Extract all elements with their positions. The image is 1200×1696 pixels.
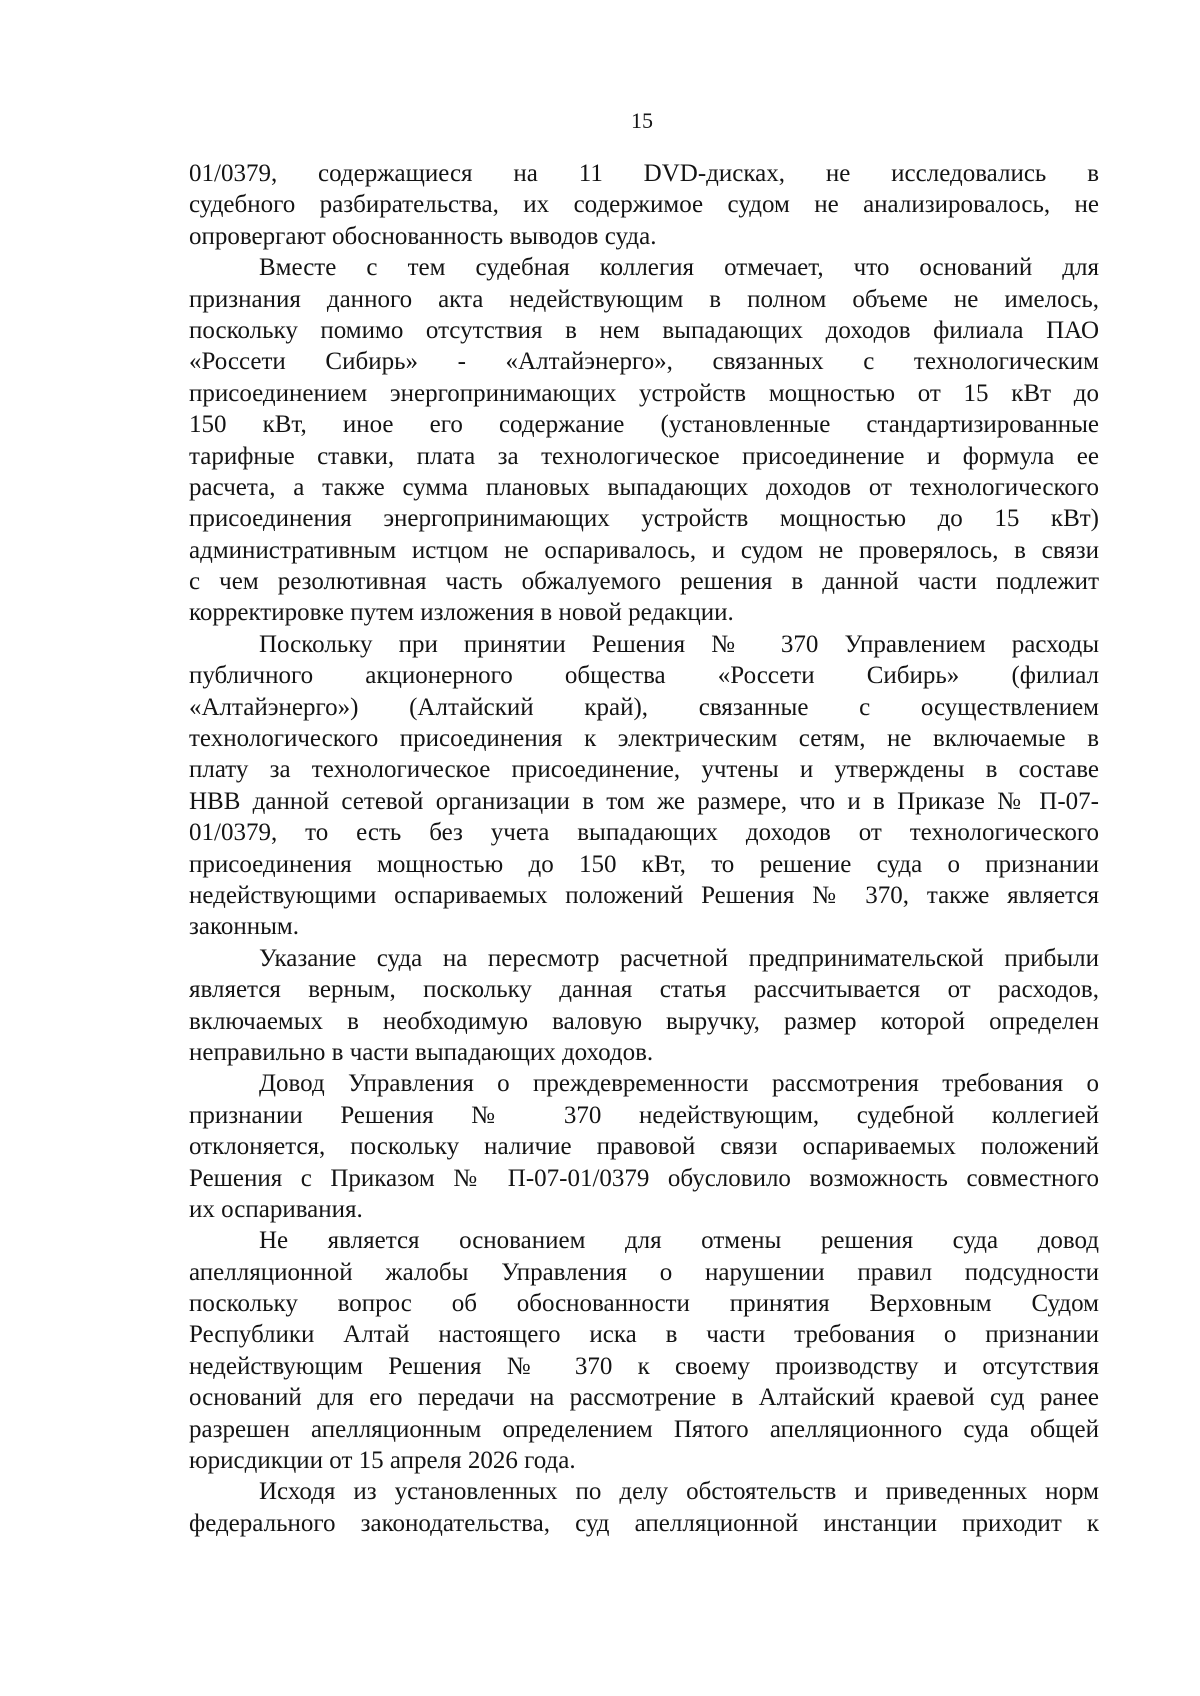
text-line: недействующим Решения № 370 к своему производству и отсутствия (189, 1352, 1099, 1380)
text-line: судебного разбирательства, их содержимое судом не анализировалось, не (189, 191, 1099, 219)
text-line: присоединением энергопринимающих устройств мощностью от 15 кВт до (189, 379, 1099, 407)
text-line: разрешен апелляционным определением Пятого апелляционного суда общей (189, 1415, 1099, 1443)
text-line: Поскольку при принятии Решения № 370 Управлением расходы (259, 630, 1099, 658)
text-line: Указание суда на пересмотр расчетной предпринимательской прибыли (259, 944, 1099, 972)
text-line: оснований для его передачи на рассмотрение в Алтайский краевой суд ранее (189, 1384, 1099, 1412)
text-line: с чем резолютивная часть обжалуемого решения в данной части подлежит (189, 568, 1099, 596)
text-line: является верным, поскольку данная статья рассчитывается от расходов, (189, 976, 1099, 1004)
text-line: недействующими оспариваемых положений Решения № 370, также является (189, 881, 1099, 909)
paragraph (189, 943, 1099, 1069)
text-line: корректировке путем изложения в новой редакции. (189, 599, 734, 627)
paragraph (189, 1225, 1099, 1476)
text-line: поскольку помимо отсутствия в нем выпадающих доходов филиала ПАО (189, 316, 1099, 344)
text-line: неправильно в части выпадающих доходов. (189, 1038, 654, 1066)
text-line: присоединения мощностью до 150 кВт, то решение суда о признании (189, 850, 1099, 878)
text-line: 01/0379, то есть без учета выпадающих доходов от технологического (189, 819, 1099, 847)
text-line: Решения с Приказом № П-07-01/0379 обусловило возможность совместного (189, 1164, 1099, 1192)
text-line: юрисдикции от 15 апреля 2026 года. (189, 1447, 576, 1475)
text-line: расчета, а также сумма плановых выпадающих доходов от технологического (189, 473, 1099, 501)
text-line: Республики Алтай настоящего иска в части требования о признании (189, 1321, 1099, 1349)
text-line: плату за технологическое присоединение, учтены и утверждены в составе (189, 756, 1099, 784)
text-line: «Россети Сибирь» - «Алтайэнерго», связанных с технологическим (189, 348, 1099, 376)
text-line: Не является основанием для отмены решения суда довод (259, 1227, 1099, 1255)
text-line: «Алтайэнерго») (Алтайский край), связанные с осуществлением (189, 693, 1099, 721)
text-line: признания данного акта недействующим в полном объеме не имелось, (189, 285, 1099, 313)
text-line: апелляционной жалобы Управления о нарушении правил подсудности (189, 1258, 1099, 1286)
paragraph (189, 1068, 1099, 1225)
paragraph (189, 629, 1099, 943)
text-line: Исходя из установленных по делу обстоятельств и приведенных норм (259, 1478, 1099, 1506)
text-line: федерального законодательства, суд апелляционной инстанции приходит к (189, 1509, 1099, 1537)
page-number: 15 (631, 108, 653, 133)
text-line: опровергают обоснованность выводов суда. (189, 222, 657, 250)
text-line: 01/0379, содержащиеся на 11 DVD-дисках, не исследовались в (189, 160, 1099, 187)
text-line: законным. (189, 913, 299, 941)
text-line: 150 кВт, иное его содержание (установленные стандартизированные (189, 411, 1099, 439)
text-line: публичного акционерного общества «Россети Сибирь» (филиал (189, 662, 1099, 690)
text-line: Довод Управления о преждевременности рассмотрения требования о (259, 1070, 1099, 1098)
text-line: административным истцом не оспаривалось, и судом не проверялось, в связи (189, 536, 1099, 564)
text-line: признании Решения № 370 недействующим, судебной коллегией (189, 1101, 1099, 1129)
text-line: поскольку вопрос об обоснованности принятия Верховным Судом (189, 1290, 1099, 1318)
text-line: НВВ данной сетевой организации в том же размере, что и в Приказе № П-07- (189, 787, 1099, 815)
text-line: отклоняется, поскольку наличие правовой связи оспариваемых положений (189, 1133, 1099, 1161)
paragraph (189, 158, 1099, 252)
text-line: присоединения энергопринимающих устройств мощностью до 15 кВт) (189, 505, 1099, 533)
text-line: их оспаривания. (189, 1195, 363, 1223)
text-line: Вместе с тем судебная коллегия отмечает, что оснований для (259, 254, 1099, 282)
paragraph (189, 252, 1099, 629)
document-body (189, 158, 1099, 1539)
paragraph (189, 1476, 1099, 1539)
text-line: тарифные ставки, плата за технологическое присоединение и формула ее (189, 442, 1099, 470)
text-line: включаемых в необходимую валовую выручку, размер которой определен (189, 1007, 1099, 1035)
text-line: технологического присоединения к электрическим сетям, не включаемые в (189, 725, 1099, 753)
